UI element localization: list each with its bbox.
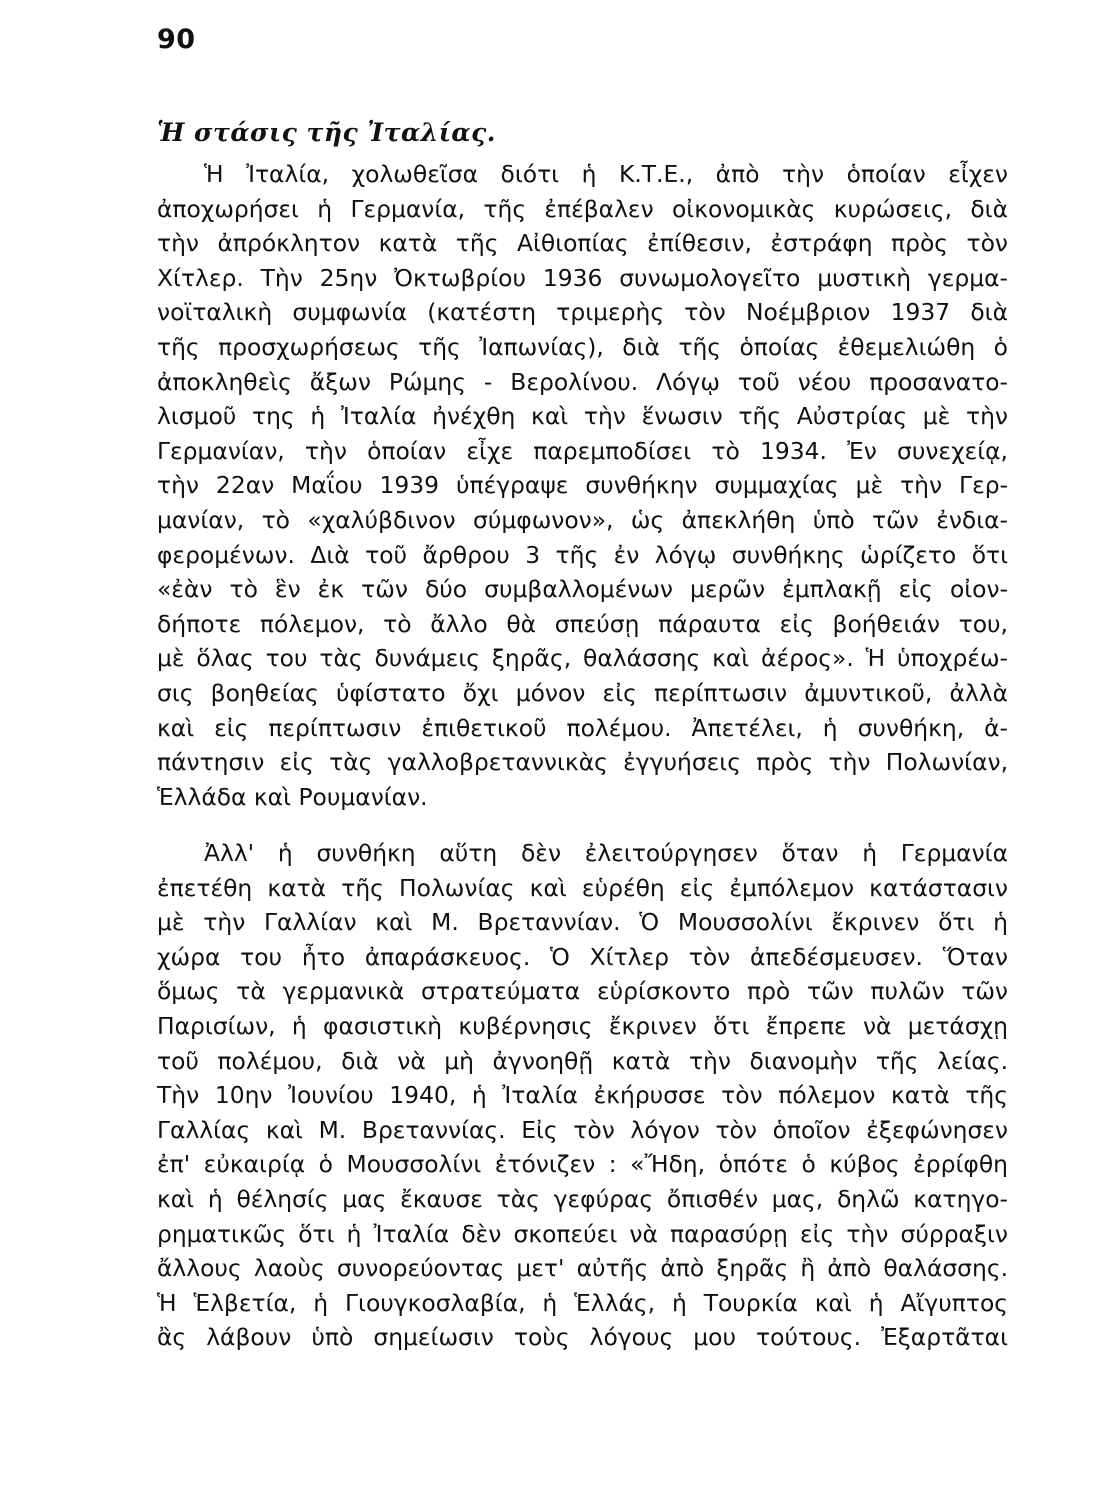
text-line: τῆς προσχωρήσεως τῆς Ἰαπωνίας), διὰ τῆς ὁποίας ἐθεμελιώθη ὁ [157, 332, 1008, 361]
text-line: ἐπετέθη κατὰ τῆς Πολωνίας καὶ εὑρέθη εἰς ἐμπόλεμον κατάστασιν [157, 873, 1008, 902]
paragraph-1 [157, 157, 1008, 814]
text-line: τὴν ἀπρόκλητον κατὰ τῆς Αἰθιοπίας ἐπίθεσιν, ἐστράφη πρὸς τὸν [157, 229, 1008, 258]
paragraph-2 [157, 836, 1008, 1355]
text-line: σις βοηθείας ὑφίστατο ὄχι μόνον εἰς περίπτωσιν ἀμυντικοῦ, ἀλλὰ [157, 678, 1008, 707]
text-line: ἀποχωρήσει ἡ Γερμανία, τῆς ἐπέβαλεν οἰκονομικὰς κυρώσεις, διὰ [157, 194, 1008, 223]
text-line: ἀποκληθεὶς ἄξων Ρώμης - Βερολίνου. Λόγῳ τοῦ νέου προσανατο- [157, 367, 1008, 396]
text-line: νοϊταλικὴ συμφωνία (κατέστη τριμερὴς τὸν Νοέμβριον 1937 διὰ [157, 298, 1008, 327]
text-line: καὶ εἰς περίπτωσιν ἐπιθετικοῦ πολέμου. Ἀπετέλει, ἡ συνθήκη, ἀ- [157, 713, 1008, 742]
text-line: λισμοῦ της ἡ Ἰταλία ἠνέχθη καὶ τὴν ἕνωσιν τῆς Αὐστρίας μὲ τὴν [157, 402, 1008, 431]
text-line: πάντησιν εἰς τὰς γαλλοβρεταννικὰς ἐγγυήσεις πρὸς τὴν Πολωνίαν, [157, 748, 1008, 777]
page-number: 90 [157, 24, 196, 55]
text-line: ἂς λάβουν ὑπὸ σημείωσιν τοὺς λόγους μου τούτους. Ἐξαρτᾶται [157, 1323, 1008, 1352]
text-line: Ἑλλάδα καὶ Ρουμανίαν. [157, 782, 428, 811]
text-line: Ἀλλ' ἡ συνθήκη αὕτη δὲν ἐλειτούργησεν ὅταν ἡ Γερμανία [204, 839, 1008, 867]
text-line: Παρισίων, ἡ φασιστικὴ κυβέρνησις ἔκρινεν ὅτι ἔπρεπε νὰ μετάσχῃ [157, 1011, 1008, 1040]
text-line: Τὴν 10ην Ἰουνίου 1940, ἡ Ἰταλία ἐκήρυσσε τὸν πόλεμον κατὰ τῆς [157, 1081, 1008, 1110]
text-line: ὅμως τὰ γερμανικὰ στρατεύματα εὑρίσκοντο πρὸ τῶν πυλῶν τῶν [157, 977, 1008, 1006]
text-line: φερομένων. Διὰ τοῦ ἄρθρου 3 τῆς ἐν λόγῳ συνθήκης ὡρίζετο ὅτι [157, 540, 1008, 569]
text-line: Γερμανίαν, τὴν ὁποίαν εἶχε παρεμποδίσει τὸ 1934. Ἐν συνεχείᾳ, [157, 436, 1008, 465]
text-line: Ἡ Ἑλβετία, ἡ Γιουγκοσλαβία, ἡ Ἑλλάς, ἡ Τουρκία καὶ ἡ Αἴγυπτος [157, 1288, 1008, 1317]
text-line: καὶ ἡ θέλησίς μας ἔκαυσε τὰς γεφύρας ὄπισθέν μας, δηλῶ κατηγο- [157, 1184, 1008, 1213]
text-line: ἄλλους λαοὺς συνορεύοντας μετ' αὐτῆς ἀπὸ ξηρᾶς ἢ ἀπὸ θαλάσσης. [157, 1254, 1008, 1283]
text-line: Γαλλίας καὶ Μ. Βρεταννίας. Εἰς τὸν λόγον τὸν ὁποῖον ἐξεφώνησεν [157, 1115, 1008, 1144]
text-line: τοῦ πολέμου, διὰ νὰ μὴ ἀγνοηθῇ κατὰ τὴν διανομὴν τῆς λείας. [157, 1046, 1008, 1075]
text-line: μὲ ὅλας του τὰς δυνάμεις ξηρᾶς, θαλάσσης καὶ ἀέρος». Ἡ ὑποχρέω- [157, 644, 1008, 673]
section-heading: Ἡ στάσις τῆς Ἰταλίας. [157, 118, 497, 147]
text-line: Χίτλερ. Τὴν 25ην Ὀκτωβρίου 1936 συνωμολογεῖτο μυστικὴ γερμα- [157, 263, 1008, 292]
text-line: δήποτε πόλεμον, τὸ ἄλλο θὰ σπεύσῃ πάραυτα εἰς βοήθειάν του, [157, 609, 1008, 638]
text-line: τὴν 22αν Μαΐου 1939 ὑπέγραψε συνθήκην συμμαχίας μὲ τὴν Γερ- [157, 471, 1008, 500]
text-line: «ἐὰν τὸ ἓν ἐκ τῶν δύο συμβαλλομένων μερῶν ἐμπλακῇ εἰς οἰον- [157, 575, 1008, 604]
text-line: μὲ τὴν Γαλλίαν καὶ Μ. Βρεταννίαν. Ὁ Μουσσολίνι ἔκρινεν ὅτι ἡ [157, 908, 1008, 937]
text-line: ρηματικῶς ὅτι ἡ Ἰταλία δὲν σκοπεύει νὰ παρασύρῃ εἰς τὴν σύρραξιν [157, 1219, 1008, 1248]
text-line: μανίαν, τὸ «χαλύβδινον σύμφωνον», ὡς ἀπεκλήθη ὑπὸ τῶν ἐνδια- [157, 505, 1008, 534]
text-line: χώρα του ἦτο ἀπαράσκευος. Ὁ Χίτλερ τὸν ἀπεδέσμευσεν. Ὅταν [157, 942, 1008, 971]
text-line: Ἡ Ἰταλία, χολωθεῖσα διότι ἡ Κ.Τ.Ε., ἀπὸ τὴν ὁποίαν εἶχεν [204, 160, 1008, 188]
text-line: ἐπ' εὐκαιρίᾳ ὁ Μουσσολίνι ἐτόνιζεν : «Ἤδη, ὁπότε ὁ κύβος ἐρρίφθη [157, 1150, 1008, 1179]
